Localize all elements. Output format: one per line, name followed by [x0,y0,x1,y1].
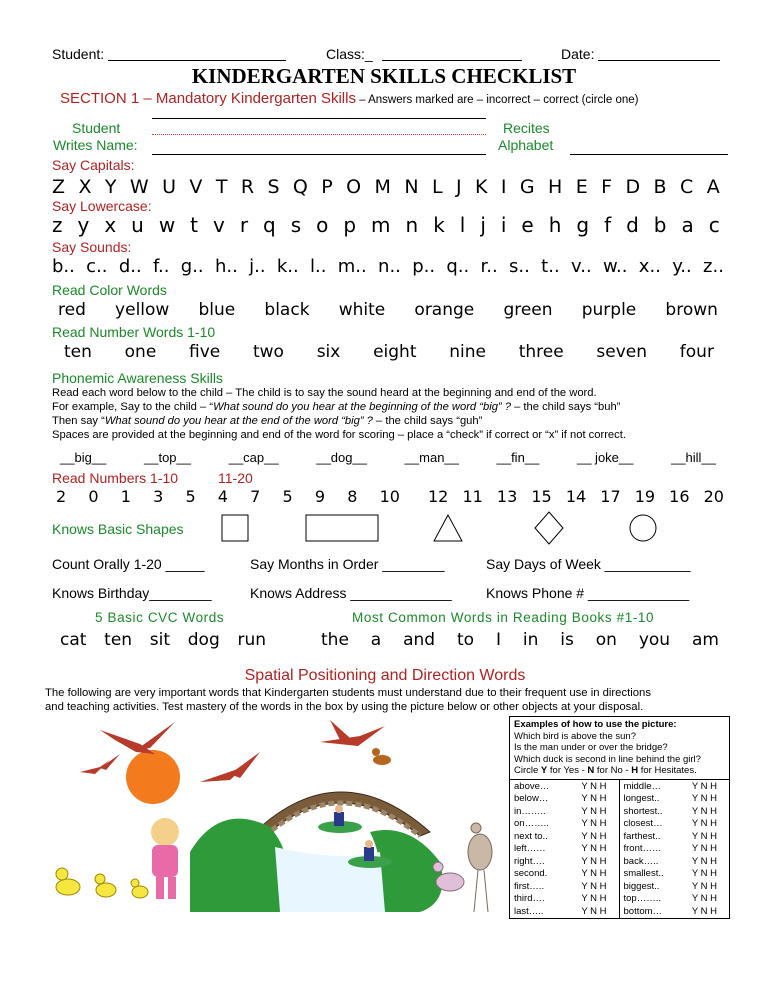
ynh-choice[interactable]: Y N H [691,880,717,892]
number-item: 16 [669,487,690,506]
boat-man-1 [318,805,362,833]
number-word: nine [449,342,486,362]
phonemic-line-3c: – the child says “guh” [372,415,483,427]
color-word: red [58,300,86,320]
common-word: on [595,630,617,650]
position-word: closest… [623,818,663,829]
number-word: eight [373,342,417,362]
diamond-shape [535,512,563,544]
number-item: 4 [217,487,228,506]
left-word-row [514,893,615,906]
phonemic-line-4: Spaces are provided at the beginning and end of the word for scoring – place a “check” if correct or “x” if not correct. [52,429,626,441]
letter-sound: m.. [337,256,367,277]
ynh-choice[interactable]: Y N H [581,818,607,829]
ynh-choice[interactable]: Y N H [581,893,607,904]
phonemic-word: __ joke__ [576,450,634,465]
left-word-row [514,868,615,881]
ducks [56,868,148,898]
shapes-label: Knows Basic Shapes [52,521,184,537]
right-word-row [624,893,726,906]
phonemic-word: __fin__ [496,450,540,465]
lowercase-letter: r [239,213,249,237]
ynh-choice[interactable]: Y N H [691,830,717,842]
ynh-choice[interactable]: Y N H [691,855,717,867]
position-word: top…….. [623,893,661,904]
circle-y: Y [540,765,548,776]
bird-4 [320,720,385,746]
writes-name-label-1: Student [72,120,121,136]
position-word: back….. [623,855,659,867]
position-word: above… [514,780,550,792]
letter-sound: n.. [378,256,401,277]
number-word: one [124,342,157,362]
ynh-choice[interactable]: Y N H [691,805,717,817]
position-word: biggest.. [623,880,660,892]
letter-sound: q.. [446,256,470,277]
number-word: two [252,342,284,362]
numbers-label-2: 11-20 [218,470,253,486]
left-words-column [510,780,620,920]
number-item: 15 [531,487,552,506]
capital-letter: J [455,176,462,198]
color-word: green [503,300,553,320]
position-word: longest.. [623,793,660,804]
lowercase-letter: i [500,213,507,237]
examples-header [510,717,729,780]
bird-1 [100,722,175,754]
student-label: Student: [52,46,105,62]
right-word-row [624,806,726,819]
number-item: 19 [634,487,656,506]
left-word-row [514,843,615,856]
count-orally: Count Orally 1-20 _____ [52,556,205,572]
ynh-choice[interactable]: Y N H [581,793,607,804]
capital-letter: F [601,176,613,198]
color-word: brown [665,300,718,320]
position-word: next to.. [514,830,548,842]
ynh-choice[interactable]: Y N H [691,868,717,879]
circle-c: for No - [594,765,632,776]
phonemic-word: __big__ [60,450,107,465]
right-word-row [624,868,726,881]
phonemic-word: __top__ [144,450,191,465]
capitals-label: Say Capitals: [52,157,135,173]
common-word: in [522,630,539,650]
number-item: 11 [462,487,483,506]
capital-letter: D [625,176,641,198]
number-word: seven [596,342,648,362]
letter-sound: r.. [480,256,498,277]
knows-birthday: Knows Birthday________ [52,585,212,601]
sun [126,750,180,804]
number-word: ten [64,342,92,362]
lowercase-letter: v [212,213,225,237]
capital-letter: C [680,176,694,198]
girl [151,818,179,899]
circle-a: Circle [514,765,541,776]
right-word-row [624,793,726,806]
number-item: 5 [185,487,196,506]
position-word: first….. [514,880,545,892]
number-item: 17 [600,487,621,506]
left-word-row [514,781,615,794]
lowercase-letter: b [653,213,667,237]
example-q2: Is the man under or over the bridge? [514,742,668,753]
bird-5 [372,748,391,765]
capital-letter: O [346,176,362,198]
right-word-row [624,831,726,844]
letter-sound: v.. [570,256,592,277]
recites-label-2: Alphabet [498,137,554,153]
capital-letter: P [321,176,333,198]
ynh-choice[interactable]: Y N H [581,880,607,892]
letter-sound: w.. [602,256,628,277]
examples-box [509,716,730,919]
circle-n: N [587,765,595,776]
cvc-word: dog [187,630,220,650]
recites-line[interactable] [570,154,728,155]
color-word: orange [414,300,475,320]
left-word-row [514,806,615,819]
position-word: smallest.. [623,868,664,879]
lowercase-letter: h [548,213,562,237]
phonemic-words-row [60,450,716,465]
ynh-choice[interactable]: Y N H [581,805,607,817]
number-word: four [679,342,714,362]
phonemic-line-2c: – the child says “buh” [510,401,621,413]
phonemic-line-2 [52,401,620,413]
number-item: 3 [153,487,164,506]
phonemic-line-3 [52,415,482,427]
capital-letter: E [575,176,588,198]
lowercase-letter: e [521,213,534,237]
capital-letter: K [475,176,488,198]
ynh-choice[interactable]: Y N H [691,780,717,792]
left-word-row [514,856,615,869]
example-q3: Which duck is second in line behind the girl? [514,753,701,765]
common-word: is [560,630,574,650]
letter-sound: t.. [541,256,560,277]
color-word: blue [198,300,236,320]
lowercase-letter: d [626,213,639,237]
cvc-word: sit [149,630,171,650]
right-words-column [620,780,730,920]
circle-shape [630,515,656,541]
capital-letter: G [519,176,535,198]
position-word: shortest.. [623,805,663,817]
name-write-line[interactable] [152,154,486,155]
lowercase-letter: u [131,213,144,237]
capital-letter: U [162,176,177,198]
capital-letter: X [78,176,92,198]
cvc-word: run [237,630,266,650]
phonemic-word: __man__ [404,450,459,465]
number-item: 5 [282,487,293,506]
letter-sound: b.. [52,256,75,277]
spatial-line-2: and teaching activities. Test mastery of the words in the box by using the picture below or other objects at your disposal. [45,701,644,713]
position-word: middle… [623,780,661,792]
rectangle-shape [306,515,378,541]
greenery [190,819,288,912]
number-item: 13 [496,487,518,506]
lowercase-letter: p [343,213,357,237]
number-item: 8 [347,487,358,506]
spatial-title: Spatial Positioning and Direction Words [244,667,526,684]
common-word: you [638,630,671,650]
lowercase-letter: g [576,213,590,237]
letter-sound: g.. [180,256,204,277]
date-label: Date: [561,46,595,62]
color-word: black [264,300,310,320]
bird-3 [200,752,260,782]
capital-letter: R [240,176,255,198]
writes-name-label-2: Writes Name: [53,137,138,153]
cvc-word: cat [60,630,87,650]
capital-letter: Q [292,176,308,198]
lowercase-letter: a [681,213,694,237]
ynh-choice[interactable]: Y N H [581,830,607,842]
number-item: 14 [565,487,587,506]
right-word-row [624,781,726,794]
lowercase-letter: y [77,213,90,237]
capital-letter: M [374,176,391,198]
say-months: Say Months in Order ________ [250,556,445,572]
number-item: 10 [379,487,400,506]
ynh-choice[interactable]: Y N H [581,843,607,854]
number-item: 7 [250,487,261,506]
ynh-choice[interactable]: Y N H [691,893,717,904]
letter-sound: h.. [214,256,238,277]
sounds-row [52,256,724,277]
ynh-choice[interactable]: Y N H [691,793,717,804]
phonemic-line-3b: What sound do you hear at the end of the word “big” ? [104,415,373,427]
common-word: am [691,630,719,650]
left-word-row [514,881,615,894]
cvc-word: ten [104,630,133,650]
letter-sound: k.. [276,256,299,277]
circle-h: H [631,765,639,776]
phonemic-line-1: Read each word below to the child – The child is to say the sound heard at the beginning and end of the word. [52,387,597,399]
lowercase-letter: z [52,213,63,237]
class-label: Class:_ [326,46,373,62]
letter-sound: y.. [672,256,692,277]
section1-note: – Answers marked are – incorrect – correct (circle one) [355,94,639,106]
position-word: right…. [514,855,545,867]
examples-title: Examples of how to use the picture: [514,719,677,730]
letter-sound: c.. [86,256,108,277]
capital-letter: V [189,176,203,198]
colors-row [58,300,718,320]
phonemic-line-2a: For example, Say to the child – “ [52,401,214,413]
capitals-row [52,176,720,198]
say-days: Say Days of Week ___________ [486,556,691,572]
lowercase-letter: j [480,213,486,237]
capital-letter: S [267,176,280,198]
knows-phone: Knows Phone # _____________ [486,585,690,601]
letter-sound: j.. [249,256,266,277]
left-word-row [514,793,615,806]
left-word-row [514,906,615,919]
position-word: on…….. [514,818,549,829]
lowercase-label: Say Lowercase: [52,198,152,214]
position-word: below… [514,793,549,804]
right-word-row [624,818,726,831]
numbers-row-b [428,487,724,506]
common-word: and [403,630,436,650]
ynh-choice[interactable]: Y N H [581,868,607,879]
letter-sound: x.. [638,256,661,277]
capital-letter: A [706,176,720,198]
phonemic-word: __dog__ [316,450,367,465]
letter-sound: l.. [310,256,327,277]
section1-title: SECTION 1 – Mandatory Kindergarten Skills [60,90,356,107]
number-item: 9 [314,487,326,506]
common-word: to [456,630,475,650]
common-words-label: Most Common Words in Reading Books #1-10 [352,610,655,625]
common-word: I [495,630,501,650]
capital-letter: I [500,176,507,198]
capital-letter: Y [104,176,117,198]
circle-instructions [514,765,725,777]
lowercase-letter: q [263,213,276,237]
letter-sound: s.. [509,256,530,277]
capital-letter: W [129,176,149,198]
capital-letter: N [404,176,419,198]
lowercase-letter: x [104,213,117,237]
numbers-row-a [56,487,400,506]
phonemic-line-3a: Then say “ [52,415,105,427]
number-word: six [316,342,341,362]
left-word-row [514,831,615,844]
right-word-row [624,843,726,856]
capital-letter: T [215,176,228,198]
date-line[interactable] [598,60,720,61]
number-words-label: Read Number Words 1-10 [52,324,216,340]
circle-b: for Yes - [547,765,588,776]
ynh-choice[interactable]: Y N H [581,905,607,917]
knows-address: Knows Address _____________ [250,585,452,601]
student-line[interactable] [108,60,286,61]
position-word: bottom… [623,905,663,917]
letter-sound: d.. [118,256,142,277]
number-word: three [518,342,564,362]
number-words-row [64,342,714,362]
number-item: 2 [56,487,67,506]
circle-d: for Hesitates. [638,765,697,776]
left-word-row [514,818,615,831]
colors-label: Read Color Words [52,282,167,298]
lowercase-letter: n [405,213,419,237]
triangle-shape [434,515,462,541]
lowercase-row [52,213,720,237]
square-shape [222,515,248,541]
sounds-label: Say Sounds: [52,239,132,255]
letter-sound: z.. [703,256,724,277]
phonemic-line-2b: What sound do you hear at the beginning of the word “big” ? [213,401,511,413]
ynh-choice[interactable]: Y N H [581,855,607,867]
number-item: 1 [120,487,131,506]
page-title: KINDERGARTEN SKILLS CHECKLIST [191,64,577,88]
phonemic-word: __hill__ [671,450,716,465]
ynh-choice[interactable]: Y N H [691,843,717,854]
letter-sound: f.. [152,256,170,277]
recites-label-1: Recites [503,120,550,136]
number-item: 0 [88,487,99,506]
lowercase-letter: m [371,213,391,237]
position-word: front…… [623,843,662,854]
lowercase-letter: f [604,213,612,237]
common-word: the [321,630,349,650]
lowercase-letter: c [708,213,720,237]
bird-2 [80,754,120,774]
name-dotted-line [152,134,486,135]
example-q1: Which bird is above the sun? [514,730,636,742]
phonemic-word: __cap__ [228,450,279,465]
common-word: a [370,630,382,650]
capital-letter: L [431,176,443,198]
letter-sound: p.. [412,256,436,277]
lowercase-letter: o [316,213,329,237]
spatial-picture [40,712,508,922]
color-word: yellow [115,300,170,320]
cvc-row [60,630,266,650]
lowercase-letter: t [190,213,198,237]
right-word-row [624,856,726,869]
right-word-row [624,881,726,894]
number-item: 20 [703,487,724,506]
heron [468,823,492,912]
ynh-choice[interactable]: Y N H [691,905,717,917]
position-word: third…. [514,893,545,904]
position-word: left…… [514,843,546,854]
lowercase-letter: k [433,213,445,237]
capital-letter: B [653,176,667,198]
lowercase-letter: w [158,213,176,237]
capital-letter: Z [52,176,66,198]
color-word: purple [581,300,637,320]
number-item: 12 [428,487,449,506]
position-word: last….. [514,905,544,917]
lowercase-letter: l [459,213,466,237]
ynh-choice[interactable]: Y N H [691,818,717,829]
section1-heading [60,90,638,108]
common-row [321,630,719,650]
ynh-choice[interactable]: Y N H [581,780,607,792]
phonemic-label: Phonemic Awareness Skills [52,370,223,386]
position-word: farthest.. [623,830,661,842]
cvc-label: 5 Basic CVC Words [95,610,225,625]
spatial-line-1: The following are very important words that Kindergarten students must understand due to their frequent use in directions [45,687,651,699]
position-word: in…….. [514,805,546,817]
position-word: second. [514,868,548,879]
lowercase-letter: s [290,213,302,237]
class-line[interactable] [382,60,522,61]
numbers-label: Read Numbers 1-10 [52,470,179,486]
color-word: white [338,300,386,320]
capital-letter: H [548,176,563,198]
shapes-graphic [220,510,670,546]
number-word: five [189,342,221,362]
name-top-line [152,118,486,119]
right-word-row [624,906,726,919]
